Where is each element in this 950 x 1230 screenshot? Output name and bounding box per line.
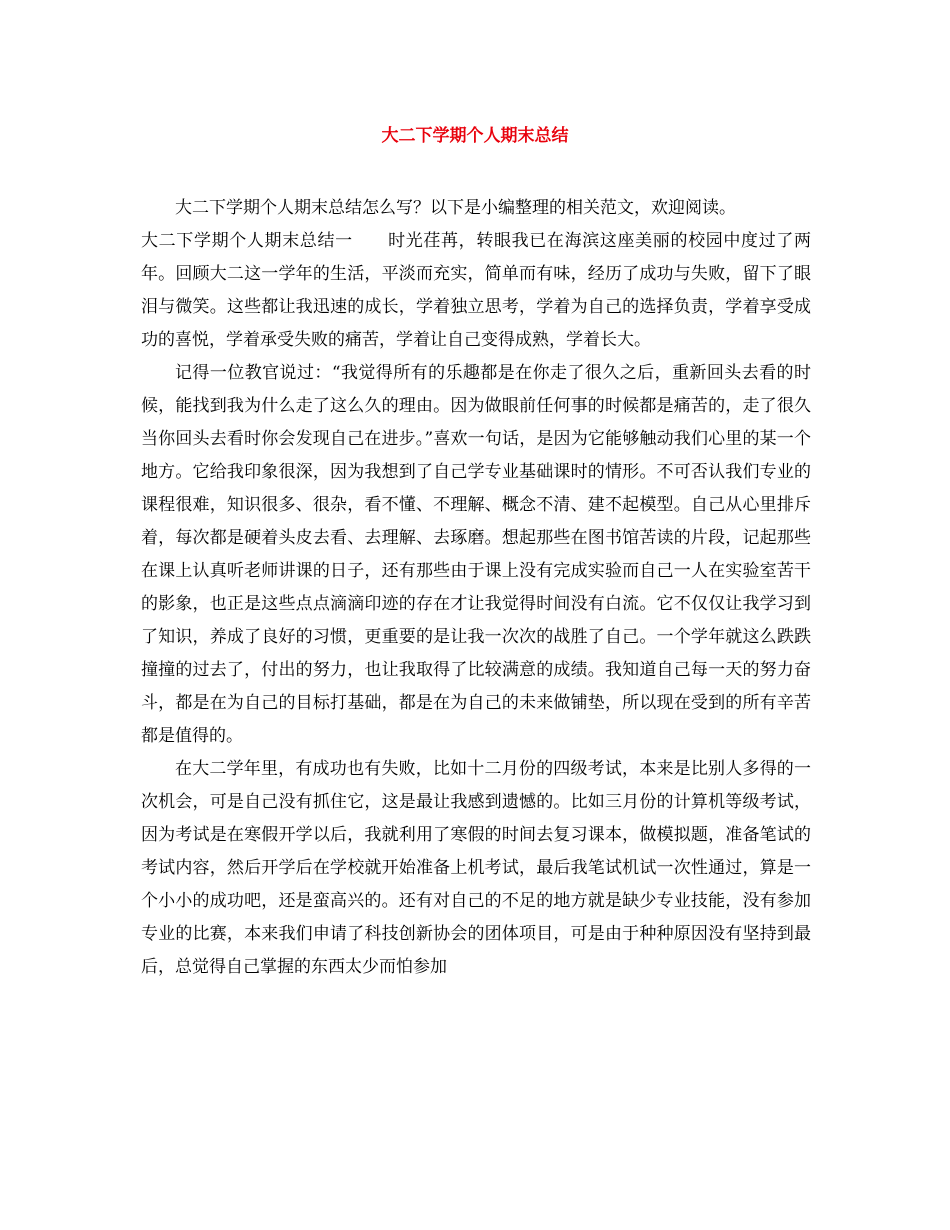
quote-paragraph: 记得一位教官说过：“我觉得所有的乐趣都是在你走了很久之后，重新回头去看的时候，能找到我为什么走了这么久的理由。因为做眼前任何事的时候都是痛苦的，走了很久当你回头去看时你会发现自己在进步。”喜欢一句话，是因为它能够触动我们心里的某一个地方。它给我印象很深，因为我想到了自己学专业基础课时的情形。不可否认我们专业的课程很难，知识很多、很杂，看不懂、不理解、概念不清、建不起模型。自己从心里排斥着，每次都是硬着头皮去看、去理解、去琢磨。想起那些在图书馆苦读的片段，记起那些在课上认真听老师讲课的日子，还有那些由于课上没有完成实验而自己一人在实验室苦干的影象，也正是这些点点滴滴印迹的存在才让我觉得时间没有白流。它不仅仅让我学习到了知识，养成了良好的习惯，更重要的是让我一次次的战胜了自己。一个学年就这么跌跌撞撞的过去了，付出的努力，也让我取得了比较满意的成绩。我知道自己每一天的努力奋斗，都是在为自己的目标打基础，都是在为自己的未来做铺垫，所以现在受到的所有辛苦都是值得的。 <box>141 363 811 746</box>
section-one-paragraph: 大二下学期个人期末总结一 时光荏苒，转眼我已在海滨这座美丽的校园中度过了两年。回顾大二这一学年的生活，平淡而充实，简单而有味，经历了成功与失败，留下了眼泪与微笑。这些都让我迅速的成长，学着独立思考，学着为自己的选择负责，学着享受成功的喜悦，学着承受失败的痛苦，学着让自己变得成熟，学着长大。 <box>141 231 811 350</box>
document-title: 大二下学期个人期末总结 <box>381 126 569 146</box>
intro-paragraph: 大二下学期个人期末总结怎么写？以下是小编整理的相关范文，欢迎阅读。 <box>175 198 736 218</box>
document-body <box>141 192 811 984</box>
year-review-paragraph: 在大二学年里，有成功也有失败，比如十二月份的四级考试，本来是比别人多得的一次机会，可是自己没有抓住它，这是最让我感到遗憾的。比如三月份的计算机等级考试，因为考试是在寒假开学以后，我就利用了寒假的时间去复习课本，做模拟题，准备笔试的考试内容，然后开学后在学校就开始准备上机考试，最后我笔试机试一次性通过，算是一个小小的成功吧，还是蛮高兴的。还有对自己的不足的地方就是缺少专业技能，没有参加专业的比赛，本来我们申请了科技创新协会的团体项目，可是由于种种原因没有坚持到最后，总觉得自己掌握的东西太少而怕参加 <box>141 759 811 977</box>
